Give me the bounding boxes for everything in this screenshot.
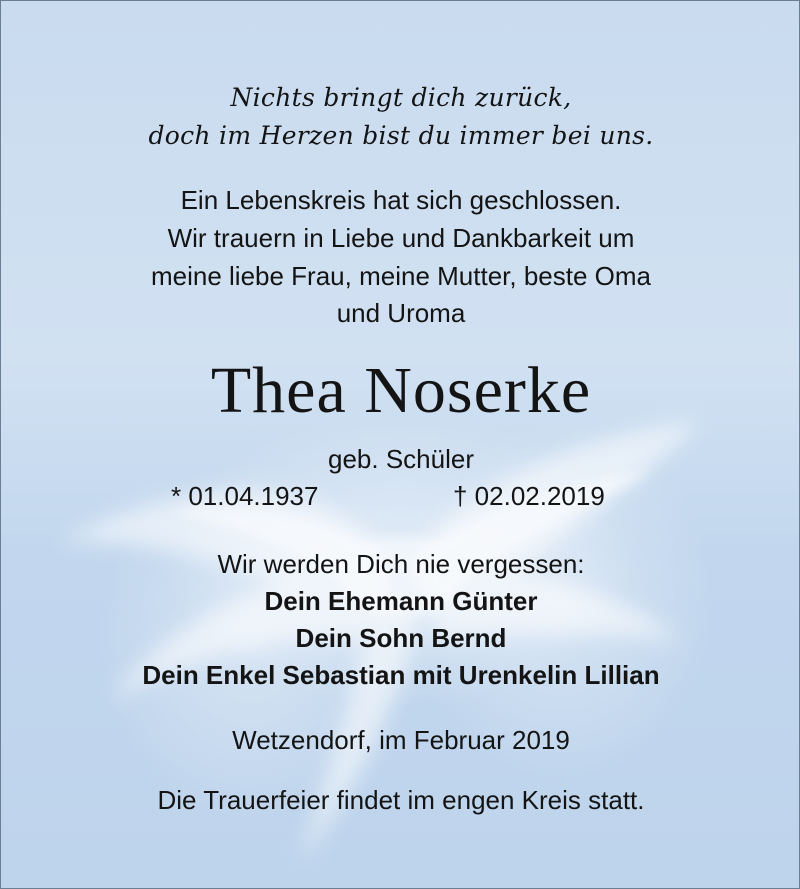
life-dates	[1, 481, 800, 513]
intro-line-3: meine liebe Frau, meine Mutter, beste Oma	[150, 261, 651, 291]
birth-name: geb. Schüler	[328, 444, 474, 474]
intro-line-2: Wir trauern in Liebe und Dankbarkeit um	[167, 223, 635, 253]
intro-line-4: und Uroma	[336, 298, 466, 328]
mourners-heading: Wir werden Dich nie vergessen:	[217, 549, 585, 579]
death-date: † 02.02.2019	[453, 481, 605, 511]
notice-text-block	[1, 1, 800, 889]
mourner-line-1: Dein Ehemann Günter	[264, 586, 538, 616]
deceased-name: Thea Noserke	[210, 354, 592, 427]
motto-line-1: Nichts bringt dich zurück,	[230, 83, 572, 112]
mourner-line-2: Dein Sohn Bernd	[295, 623, 507, 653]
mourner-line-3: Dein Enkel Sebastian mit Urenkelin Lillian	[142, 660, 660, 690]
funeral-note: Die Trauerfeier findet im engen Kreis statt.	[157, 785, 645, 815]
birth-date: * 01.04.1937	[171, 481, 319, 511]
intro-line-1: Ein Lebenskreis hat sich geschlossen.	[180, 185, 622, 215]
motto-line-2: doch im Herzen bist du immer bei uns.	[148, 121, 654, 150]
place-date: Wetzendorf, im Februar 2019	[232, 725, 570, 755]
